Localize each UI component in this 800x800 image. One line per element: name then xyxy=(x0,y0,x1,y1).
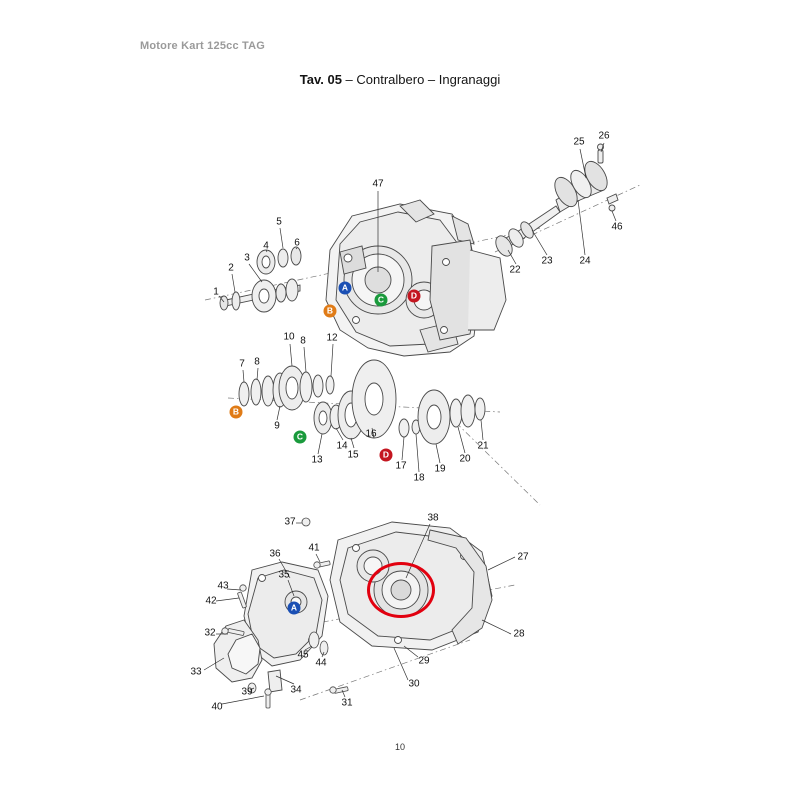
callout-37: 37 xyxy=(284,516,296,528)
callout-16: 16 xyxy=(365,428,377,440)
callout-23: 23 xyxy=(541,255,553,267)
letter-badge-c: C xyxy=(294,431,307,444)
callout-2: 2 xyxy=(228,262,234,274)
callout-17: 17 xyxy=(395,460,407,472)
callout-34: 34 xyxy=(290,684,302,696)
callout-25: 25 xyxy=(573,136,585,148)
callout-21: 21 xyxy=(477,440,489,452)
letter-badge-a: A xyxy=(288,602,301,615)
highlight-ring xyxy=(367,562,435,618)
callout-36: 36 xyxy=(269,548,281,560)
callout-47: 47 xyxy=(372,178,384,190)
callout-10: 10 xyxy=(283,331,295,343)
crankcase-assembly xyxy=(326,200,506,356)
water-pump-assembly xyxy=(214,562,328,692)
callout-30: 30 xyxy=(408,678,420,690)
document-header: Motore Kart 125cc TAG xyxy=(140,40,266,52)
callout-39: 39 xyxy=(241,686,253,698)
callout-22: 22 xyxy=(509,264,521,276)
callout-1: 1 xyxy=(213,286,219,298)
callout-5: 5 xyxy=(276,216,282,228)
callout-8: 8 xyxy=(300,335,306,347)
callout-12: 12 xyxy=(326,332,338,344)
callout-41: 41 xyxy=(308,542,320,554)
callout-28: 28 xyxy=(513,628,525,640)
callout-19: 19 xyxy=(434,463,446,475)
callout-9: 9 xyxy=(274,420,280,432)
callout-42: 42 xyxy=(205,595,217,607)
callout-27: 27 xyxy=(517,551,529,563)
callout-43: 43 xyxy=(217,580,229,592)
callout-31: 31 xyxy=(341,697,353,709)
callout-4: 4 xyxy=(263,240,269,252)
callout-40: 40 xyxy=(211,701,223,713)
callout-13: 13 xyxy=(311,454,323,466)
callout-44: 44 xyxy=(315,657,327,669)
callout-45: 45 xyxy=(297,649,309,661)
page-title-rest: – Contralbero – Ingranaggi xyxy=(341,72,501,87)
callout-7: 7 xyxy=(239,358,245,370)
letter-badge-a: A xyxy=(339,282,352,295)
callout-6: 6 xyxy=(294,237,300,249)
letter-badge-c: C xyxy=(375,294,388,307)
page-number: 10 xyxy=(394,742,405,752)
callout-14: 14 xyxy=(336,440,348,452)
crankshaft-assembly xyxy=(492,144,618,259)
callout-46: 46 xyxy=(611,221,623,233)
callout-38: 38 xyxy=(427,512,439,524)
letter-badge-d: D xyxy=(380,449,393,462)
letter-badge-d: D xyxy=(408,290,421,303)
page-title-bold: Tav. 05 xyxy=(299,72,342,87)
callout-15: 15 xyxy=(347,449,359,461)
callout-3: 3 xyxy=(244,252,250,264)
callout-29: 29 xyxy=(418,655,430,667)
callout-18: 18 xyxy=(413,472,425,484)
letter-badge-b: B xyxy=(230,406,243,419)
callout-33: 33 xyxy=(190,666,202,678)
callout-26: 26 xyxy=(598,130,610,142)
callout-32: 32 xyxy=(204,627,216,639)
callout-35: 35 xyxy=(278,569,290,581)
callout-20: 20 xyxy=(459,453,471,465)
letter-badge-b: B xyxy=(324,305,337,318)
callout-8: 8 xyxy=(254,356,260,368)
callout-24: 24 xyxy=(579,255,591,267)
